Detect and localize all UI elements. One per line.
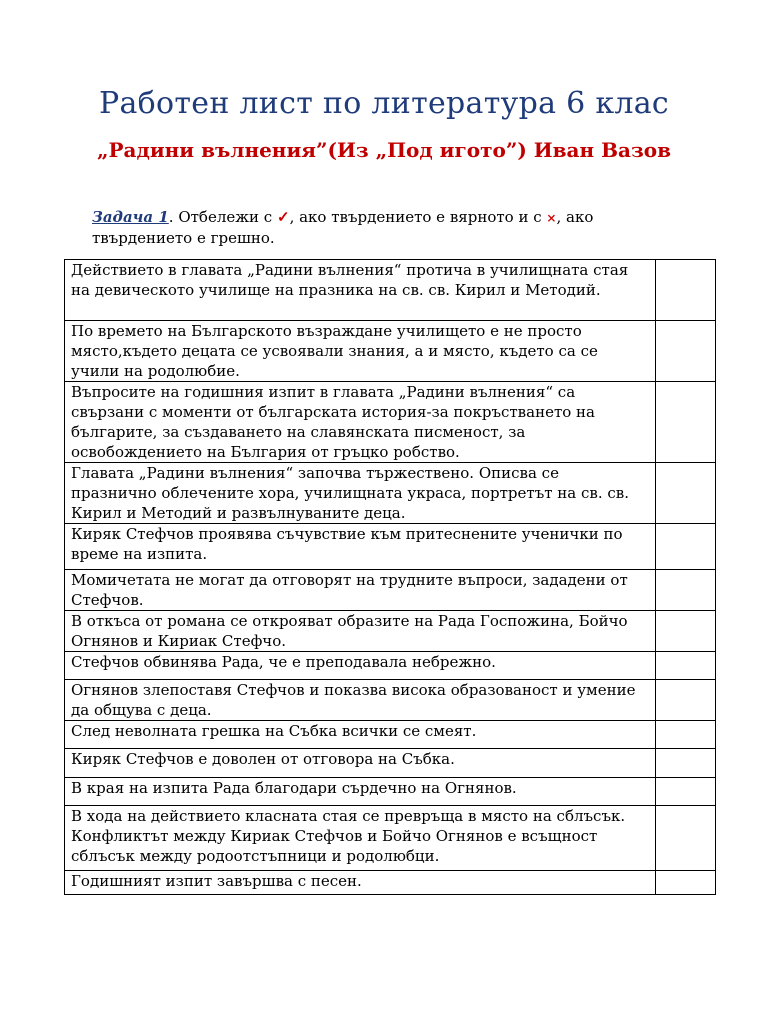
task-text-3: , ако твърдението е грешно. (92, 208, 594, 247)
answer-box[interactable] (655, 806, 715, 871)
table-row (65, 778, 716, 806)
statement-cell (65, 611, 656, 652)
statement-text: След неволната грешка на Събка всички се смеят. (71, 722, 477, 740)
task-text-2: , ако твърдението е вярното и с (289, 208, 547, 226)
task-instruction (92, 207, 692, 248)
answer-box[interactable] (655, 749, 715, 778)
answer-box[interactable] (655, 778, 715, 806)
table-row (65, 611, 716, 652)
statement-cell (65, 463, 656, 524)
answer-box[interactable] (655, 652, 715, 680)
statement-text: Киряк Стефчов проявява съчувствие към притеснените ученички по време на изпита. (71, 525, 623, 563)
task-text-1: . Отбележи с (168, 208, 277, 226)
table-row (65, 749, 716, 778)
page-subtitle: „Радини вълнения”(Из „Под игото”) Иван Вазов (97, 138, 671, 162)
answer-box[interactable] (655, 721, 715, 749)
statement-text: Стефчов обвинява Рада, че е преподавала небрежно. (71, 653, 496, 671)
cross-mark-icon: × (546, 211, 557, 225)
table-row (65, 463, 716, 524)
statement-cell (65, 871, 656, 895)
statement-text: Главата „Радини вълнения“ започва тържествено. Описва се празнично облечените хора, училищната украса, портретът на св. св. Кирил и Методий и развълнуваните деца. (71, 464, 630, 522)
table-row (65, 652, 716, 680)
answer-box[interactable] (655, 524, 715, 570)
statement-text: Действието в главата „Радини вълнения“ протича в училищната стая на девическото училище на празника на св. св. Кирил и Методий. (71, 261, 629, 299)
answer-box[interactable] (655, 570, 715, 611)
statement-text: В откъса от романа се открояват образите на Рада Госпожина, Бойчо Огнянов и Кириак Стефчо. (71, 612, 628, 650)
task-label: Задача 1 (92, 208, 169, 226)
statement-cell (65, 652, 656, 680)
statement-text: В хода на действието класната стая се превръща в място на сблъсък. Конфликтът между Кириак Стефчов и Бойчо Огнянов е всъщност сблъсък между родоотстъпници и родолюбци. (71, 807, 626, 865)
table-row (65, 321, 716, 382)
statement-cell (65, 382, 656, 463)
table-row (65, 382, 716, 463)
statement-cell (65, 524, 656, 570)
statement-cell (65, 721, 656, 749)
table-row (65, 871, 716, 895)
statement-text: Огнянов злепоставя Стефчов и показва висока образованост и умение да общува с деца. (71, 681, 636, 719)
table-row (65, 680, 716, 721)
table-row (65, 260, 716, 321)
statement-cell (65, 806, 656, 871)
statement-cell (65, 321, 656, 382)
answer-box[interactable] (655, 871, 715, 895)
statement-text: В края на изпита Рада благодари сърдечно на Огнянов. (71, 779, 517, 797)
table-row (65, 570, 716, 611)
statements-table (64, 259, 716, 895)
table-row (65, 806, 716, 871)
page-title: Работен лист по литература 6 клас (98, 86, 670, 121)
statement-cell (65, 680, 656, 721)
answer-box[interactable] (655, 680, 715, 721)
answer-box[interactable] (655, 321, 715, 382)
statement-text: Момичетата не могат да отговорят на трудните въпроси, зададени от Стефчов. (71, 571, 628, 609)
answer-box[interactable] (655, 382, 715, 463)
statement-cell (65, 749, 656, 778)
statement-text: По времето на Българското възраждане училището е не просто място,където децата се усвоявали знания, а и място, където са се учили на родолюбие. (71, 322, 598, 380)
answer-box[interactable] (655, 463, 715, 524)
statement-cell (65, 778, 656, 806)
answer-box[interactable] (655, 260, 715, 321)
statement-text: Киряк Стефчов е доволен от отговора на Събка. (71, 750, 455, 768)
answer-box[interactable] (655, 611, 715, 652)
statement-text: Годишният изпит завършва с песен. (71, 872, 362, 890)
statement-text: Въпросите на годишния изпит в главата „Радини вълнения“ са свързани с моменти от българската история-за покръстването на българите, за създаването на славянската писменост, за освобождението на България от гръцко робство. (71, 383, 595, 461)
statement-cell (65, 570, 656, 611)
table-row (65, 524, 716, 570)
statement-cell (65, 260, 656, 321)
table-row (65, 721, 716, 749)
check-mark-icon: ✓ (276, 208, 290, 226)
